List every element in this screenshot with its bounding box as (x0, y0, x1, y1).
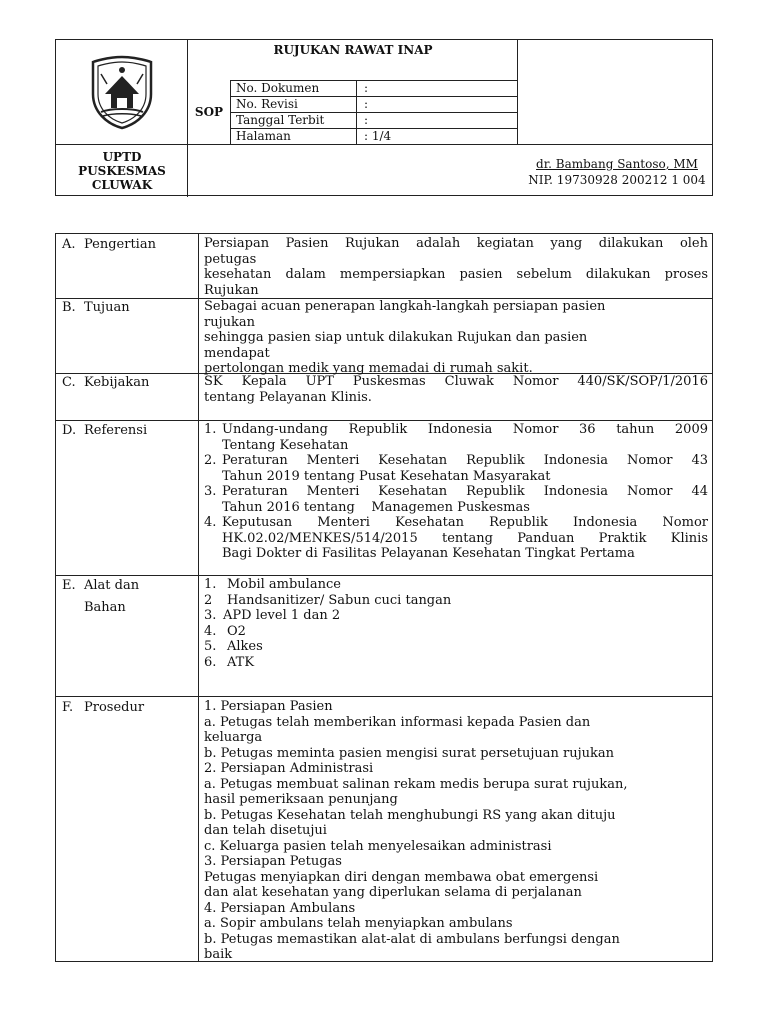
equipment-number: 3. (204, 608, 217, 623)
section-label-prosedur (62, 700, 144, 716)
content-line: kesehatan dalam mempersiapkan pasien sebelum dilakukan proses (204, 267, 708, 282)
section-title: Tujuan (84, 300, 130, 315)
logo-cell (56, 40, 188, 144)
reference-number: 4. (204, 515, 217, 530)
meta-label-no-dokumen: No. Dokumen (236, 81, 320, 95)
procedure-line: a. Petugas telah memberikan informasi kepada Pasien dan (204, 714, 591, 730)
equipment-number: 5. (204, 639, 217, 654)
column-divider (198, 234, 199, 961)
section-label-kebijakan (62, 375, 149, 391)
reference-line: Keputusan Menteri Kesehatan Republik Indonesia Nomor (222, 515, 708, 530)
procedure-line: hasil pemeriksaan penunjang (204, 792, 398, 807)
content-line: SK Kepala UPT Puskesmas Cluwak Nomor 440/SK/SOP/1/2016 (204, 374, 708, 389)
content-line: pertolongan medik yang memadai di rumah sakit. (204, 361, 533, 376)
procedure-line: b. Petugas memastikan alat-alat di ambulans berfungsi dengan (204, 931, 620, 947)
meta-value-halaman: : 1/4 (364, 129, 392, 143)
reference-line: Peraturan Menteri Kesehatan Republik Indonesia Nomor 44 (222, 484, 708, 499)
row-divider (56, 420, 712, 421)
procedure-line: 2. Persiapan Administrasi (204, 761, 374, 776)
procedure-line: c. Keluarga pasien telah menyelesaikan administrasi (204, 838, 552, 854)
section-content-referensi (204, 422, 708, 562)
procedure-line: 4. Persiapan Ambulans (204, 900, 356, 916)
equipment-text: APD level 1 dan 2 (223, 608, 341, 623)
sop-content-table (55, 233, 713, 962)
sop-label: SOP (194, 105, 224, 119)
reference-line: Bagi Dokter di Fasilitas Pelayanan Kesehatan Tingkat Pertama (222, 546, 635, 561)
equipment-text: ATK (227, 654, 255, 670)
signer-nip: NIP. 19730928 200212 1 004 (528, 173, 706, 187)
row-divider (56, 575, 712, 576)
reference-line: HK.02.02/MENKES/514/2015 tentang Panduan Praktik Klinis (222, 530, 708, 546)
content-line: petugas (204, 251, 257, 267)
procedure-line: keluarga (204, 730, 263, 745)
section-content-tujuan (204, 299, 708, 377)
section-content-alat (204, 577, 708, 670)
content-line: sehingga pasien siap untuk dilakukan Rujukan dan pasien (204, 330, 588, 345)
meta-value-no-dokumen: : (364, 81, 369, 95)
header-divider (187, 144, 713, 145)
equipment-item (204, 577, 708, 593)
equipment-number: 4. (204, 623, 217, 639)
reference-number: 1. (204, 422, 217, 437)
equipment-item (204, 608, 708, 624)
procedure-line: 3. Persiapan Petugas (204, 854, 342, 869)
procedure-line: baik (204, 947, 233, 962)
procedure-line: dan telah disetujui (204, 823, 327, 838)
reference-line: Tahun 2019 tentang Pusat Kesehatan Masyarakat (222, 468, 551, 484)
meta-label-tanggal-terbit: Tanggal Terbit (236, 113, 325, 127)
equipment-item (204, 655, 708, 671)
section-content-prosedur (204, 699, 708, 963)
section-label-alat (62, 578, 139, 594)
section-title: Referensi (84, 423, 148, 438)
section-letter: E. (62, 578, 76, 593)
reference-line: Tahun 2016 tentang Managemen Puskesmas (222, 499, 530, 515)
equipment-item (204, 624, 708, 640)
unit-name-line: UPTD (102, 149, 142, 164)
equipment-text: Alkes (227, 639, 263, 654)
equipment-item (204, 639, 708, 655)
procedure-line: 1. Persiapan Pasien (204, 699, 333, 714)
sop-header-table (55, 39, 713, 196)
meta-value-no-revisi: : (364, 97, 369, 111)
section-letter: D. (62, 423, 77, 438)
section-label-referensi (62, 423, 147, 439)
section-content-kebijakan (204, 374, 708, 405)
reference-line: Peraturan Menteri Kesehatan Republik Indonesia Nomor 43 (222, 453, 708, 468)
signer-name: dr. Bambang Santoso, MM (536, 157, 698, 171)
reference-line: Undang-undang Republik Indonesia Nomor 36 tahun 2009 (222, 422, 708, 437)
unit-name-line: PUSKESMAS (78, 163, 166, 178)
equipment-number: 2 (204, 592, 213, 608)
reference-line: Tentang Kesehatan (222, 437, 349, 453)
procedure-line: dan alat kesehatan yang diperlukan selama di perjalanan (204, 885, 582, 900)
content-line: mendapat (204, 345, 270, 361)
equipment-number: 1. (204, 577, 217, 592)
section-content-pengertian (204, 236, 708, 298)
meta-value-tanggal-terbit: : (364, 113, 369, 127)
content-line: tentang Pelayanan Klinis. (204, 389, 372, 405)
section-label-tujuan (62, 300, 130, 316)
row-divider (56, 696, 712, 697)
section-letter: C. (62, 375, 76, 390)
procedure-line: Petugas menyiapkan diri dengan membawa obat emergensi (204, 869, 599, 885)
reference-number: 2. (204, 453, 217, 468)
reference-item (204, 515, 708, 562)
equipment-text: Mobil ambulance (227, 577, 341, 592)
equipment-text: O2 (227, 623, 246, 639)
content-line: Rujukan (204, 282, 259, 298)
meta-label-no-revisi: No. Revisi (236, 97, 298, 111)
section-letter: F. (62, 700, 74, 715)
section-letter: A. (62, 237, 76, 252)
section-label-pengertian (62, 237, 156, 253)
reference-item (204, 484, 708, 515)
meta-label-halaman: Halaman (236, 129, 291, 143)
procedure-line: a. Sopir ambulans telah menyiapkan ambulans (204, 916, 513, 931)
signer-block (522, 156, 712, 188)
equipment-text: Handsanitizer/ Sabun cuci tangan (227, 592, 452, 608)
section-label-alat-line2: Bahan (84, 600, 126, 615)
unit-name (56, 144, 188, 197)
unit-name-line: CLUWAK (91, 177, 153, 192)
reference-number: 3. (204, 484, 217, 499)
equipment-item (204, 593, 708, 609)
content-line: Persiapan Pasien Rujukan adalah kegiatan yang dilakukan oleh (204, 236, 708, 251)
reference-item (204, 422, 708, 453)
section-title: Kebijakan (84, 375, 150, 390)
section-title: Prosedur (84, 700, 145, 715)
equipment-number: 6. (204, 654, 217, 670)
document-title: RUJUKAN RAWAT INAP (273, 43, 433, 57)
content-line: Sebagai acuan penerapan langkah-langkah persiapan pasien (204, 299, 606, 314)
procedure-line: b. Petugas meminta pasien mengisi surat persetujuan rujukan (204, 745, 615, 761)
regency-emblem-icon (87, 54, 157, 130)
section-title: Pengertian (84, 237, 156, 252)
procedure-line: b. Petugas Kesehatan telah menghubungi RS yang akan dituju (204, 807, 616, 823)
reference-item (204, 453, 708, 484)
section-title: Alat dan (84, 578, 140, 593)
section-letter: B. (62, 300, 76, 315)
content-line: rujukan (204, 314, 255, 330)
procedure-line: a. Petugas membuat salinan rekam medis berupa surat rujukan, (204, 776, 628, 792)
